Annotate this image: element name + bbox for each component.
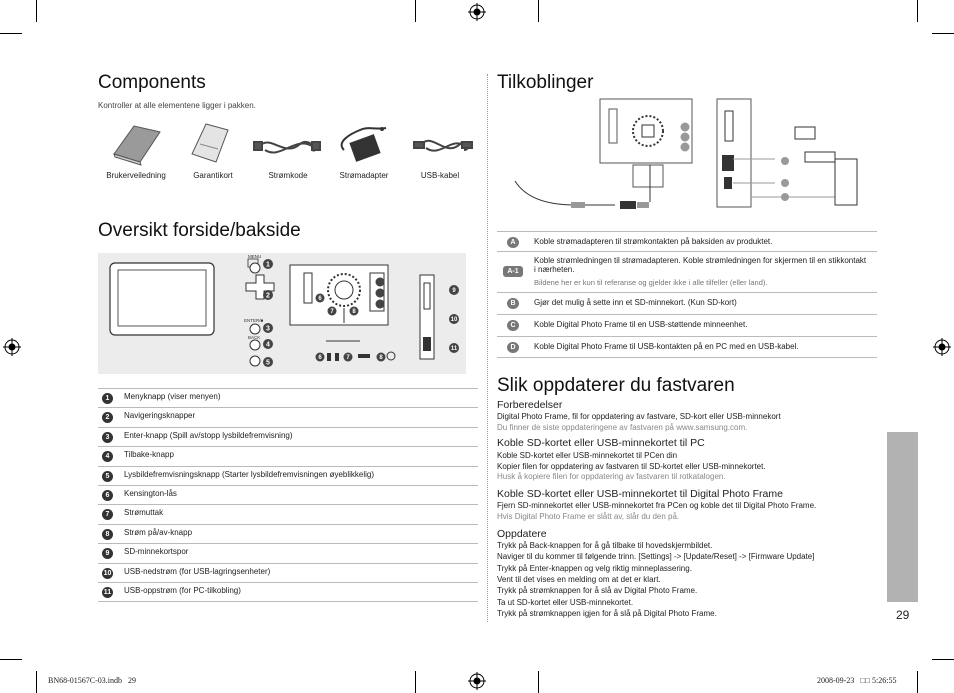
badge-1: 1 xyxy=(266,261,270,269)
overview-row xyxy=(98,466,478,486)
firmware-text: Digital Photo Frame, fil for oppdatering av fastvare, SD-kort eller USB-minnekort xyxy=(497,412,781,421)
badge-2: 2 xyxy=(266,292,270,300)
connection-row xyxy=(497,292,877,315)
firmware-section-title: Koble SD-kortet eller USB-minnekortet til Digital Photo Frame xyxy=(497,488,783,500)
page-number: 29 xyxy=(896,608,910,622)
firmware-step: Trykk på strømknappen igjen for å slå på Digital Photo Frame. xyxy=(497,608,717,618)
firmware-note: Du finner de siste oppdateringene av fastvaren på www.samsung.com. xyxy=(497,423,748,432)
menu-label: MENU xyxy=(248,254,262,259)
row-number-badge: 5 xyxy=(102,471,113,482)
usb-cable-icon xyxy=(414,141,472,151)
crop-mark xyxy=(36,0,37,22)
overview-row xyxy=(98,504,478,524)
warranty-card-icon xyxy=(192,124,228,162)
overview-row xyxy=(98,427,478,447)
crop-mark xyxy=(36,671,37,693)
overview-row xyxy=(98,543,478,563)
overview-row xyxy=(98,388,478,408)
firmware-step: Trykk på strømknappen for å slå av Digital Photo Frame. xyxy=(497,586,698,596)
component-caption: Garantikort xyxy=(193,171,233,180)
crop-mark xyxy=(538,671,539,693)
connection-badge: A xyxy=(507,237,519,248)
row-text: Strøm på/av-knapp xyxy=(124,527,193,537)
overview-row xyxy=(98,524,478,544)
row-number-badge: 4 xyxy=(102,451,113,462)
column-divider xyxy=(487,74,488,622)
connection-row xyxy=(497,251,877,293)
svg-text:10: 10 xyxy=(450,317,458,323)
firmware-step: Naviger til du kommer til følgende trinn. [Settings] -> [Update/Reset] -> [Firmware Update] xyxy=(497,552,815,562)
power-cord-icon xyxy=(254,142,320,153)
row-text: Tilbake-knapp xyxy=(124,450,174,460)
component-caption: USB-kabel xyxy=(420,171,460,180)
svg-text:8: 8 xyxy=(379,355,383,361)
row-text: USB-nedstrøm (for USB-lagringsenheter) xyxy=(124,566,271,576)
firmware-text: Fjern SD-minnekortet eller USB-minnekortet fra PCen og koble det til Digital Photo Frame. xyxy=(497,501,817,510)
row-number-badge: 3 xyxy=(102,432,113,443)
crop-mark xyxy=(917,671,918,693)
firmware-step: Trykk på Back-knappen for å gå tilbake til hovedskjermbildet. xyxy=(497,541,713,550)
connection-row xyxy=(497,336,877,358)
svg-text:11: 11 xyxy=(450,346,458,352)
svg-text:9: 9 xyxy=(452,288,456,294)
connections-table-bottom-border xyxy=(497,357,877,358)
row-number-badge: 7 xyxy=(102,509,113,520)
firmware-section-title: Koble SD-kortet eller USB-minnekortet til PC xyxy=(497,437,705,449)
row-number-badge: 6 xyxy=(102,490,113,501)
overview-row xyxy=(98,582,478,602)
crop-mark xyxy=(0,33,22,34)
badge-5: 5 xyxy=(266,359,270,367)
row-text: Enter-knapp (Spill av/stopp lysbildefremvisning) xyxy=(124,430,293,440)
connection-row xyxy=(497,314,877,337)
overview-row xyxy=(98,407,478,427)
enter-label: ENTER/■ xyxy=(244,318,264,323)
crop-mark xyxy=(538,0,539,22)
components-illustration xyxy=(100,120,480,172)
svg-text:7: 7 xyxy=(330,309,334,315)
connection-badge: B xyxy=(507,298,519,309)
badge-3: 3 xyxy=(266,325,270,333)
firmware-step: Ta ut SD-kortet eller USB-minnekortet. xyxy=(497,597,634,607)
overview-row xyxy=(98,485,478,505)
language-side-tab xyxy=(873,432,918,602)
firmware-note: Hvis Digital Photo Frame er slått av, slår du den på. xyxy=(497,512,680,521)
footer-file: BN68-01567C-03.indb 29 xyxy=(48,676,136,685)
connections-title: Tilkoblinger xyxy=(497,72,594,93)
connection-badge: D xyxy=(507,342,519,353)
manual-icon xyxy=(114,126,160,165)
badge-4: 4 xyxy=(266,341,270,349)
connection-badge: C xyxy=(507,320,519,331)
overview-table-bottom-border xyxy=(98,601,478,602)
firmware-step: Vent til det vises en melding om at det er klart. xyxy=(497,574,661,584)
registration-mark-icon xyxy=(468,672,486,690)
connection-note: Bildene her er kun til referanse og gjelder ikke i alle tilfeller (eller land). xyxy=(534,278,768,287)
firmware-text: Koble SD-kortet eller USB-minnekortet til PCen din xyxy=(497,451,678,460)
overview-row xyxy=(98,446,478,466)
overview-row xyxy=(98,563,478,583)
row-text: Menyknapp (viser menyen) xyxy=(124,392,221,401)
row-text: Lysbildefremvisningsknapp (Starter lysbildefremvisningen øyeblikkelig) xyxy=(124,469,375,479)
row-number-badge: 2 xyxy=(102,412,113,423)
language-label: Norsk xyxy=(873,562,889,599)
row-number-badge: 8 xyxy=(102,529,113,540)
back-label: BACK xyxy=(248,335,261,340)
connections-diagram xyxy=(505,97,865,215)
crop-mark xyxy=(0,659,22,660)
svg-text:6: 6 xyxy=(318,355,322,361)
row-number-badge: 10 xyxy=(103,569,112,577)
row-number-badge: 1 xyxy=(102,393,113,404)
firmware-section-title: Oppdatere xyxy=(497,528,547,540)
component-caption: Brukerveiledning xyxy=(106,171,166,180)
components-title: Components xyxy=(98,72,206,93)
connection-badge: A-1 xyxy=(503,266,523,277)
row-text: USB-oppstrøm (for PC-tilkobling) xyxy=(124,586,241,595)
connection-text: Koble strømledningen til strømadapteren. Koble strømledningen for skjermen til en stikkontakt i nærheten. xyxy=(534,256,867,274)
power-adapter-icon xyxy=(342,127,386,162)
row-text: SD-minnekortspor xyxy=(124,547,189,557)
firmware-section-title: Forberedelser xyxy=(497,399,563,411)
connection-text: Koble strømadapteren til strømkontakten på baksiden av produktet. xyxy=(534,237,773,246)
svg-text:7: 7 xyxy=(346,355,350,361)
component-caption: Strømkode xyxy=(268,171,308,180)
crop-mark xyxy=(415,0,416,22)
crop-mark xyxy=(415,671,416,693)
svg-text:8: 8 xyxy=(352,309,356,315)
crop-mark xyxy=(932,33,954,34)
components-subtitle: Kontroller at alle elementene ligger i pakken. xyxy=(98,101,256,110)
row-text: Kensington-lås xyxy=(124,489,177,498)
row-text: Navigeringsknapper xyxy=(124,411,196,421)
firmware-step: Trykk på Enter-knappen og velg riktig minneplassering. xyxy=(497,563,692,573)
overview-illustration xyxy=(98,253,466,374)
row-text: Strømuttak xyxy=(124,508,164,518)
footer-date: 2008-09-23 □□ 5:26:55 xyxy=(817,676,897,685)
registration-mark-icon xyxy=(933,338,951,356)
crop-mark xyxy=(917,0,918,22)
registration-mark-icon xyxy=(468,3,486,21)
connection-text: Koble Digital Photo Frame til USB-kontakten på en PC med en USB-kabel. xyxy=(534,342,799,351)
firmware-note: Husk å kopiere filen for oppdatering av fastvaren til rotkatalogen. xyxy=(497,472,726,481)
component-caption: Strømadapter xyxy=(339,171,389,180)
crop-mark xyxy=(932,659,954,660)
connection-text: Gjør det mulig å sette inn et SD-minnekort. (Kun SD-kort) xyxy=(534,298,737,307)
row-number-badge: 9 xyxy=(102,548,113,559)
svg-text:6: 6 xyxy=(318,296,322,302)
firmware-text: Kopier filen for oppdatering av fastvaren til SD-kortet eller USB-minnekortet. xyxy=(497,462,766,471)
connection-text: Koble Digital Photo Frame til en USB-støttende minneenhet. xyxy=(534,320,748,329)
registration-mark-icon xyxy=(3,338,21,356)
connection-row xyxy=(497,231,877,252)
firmware-title: Slik oppdaterer du fastvaren xyxy=(497,375,735,396)
overview-title: Oversikt forside/bakside xyxy=(98,220,301,241)
device-diagram xyxy=(98,253,466,374)
row-number-badge: 11 xyxy=(103,589,112,596)
